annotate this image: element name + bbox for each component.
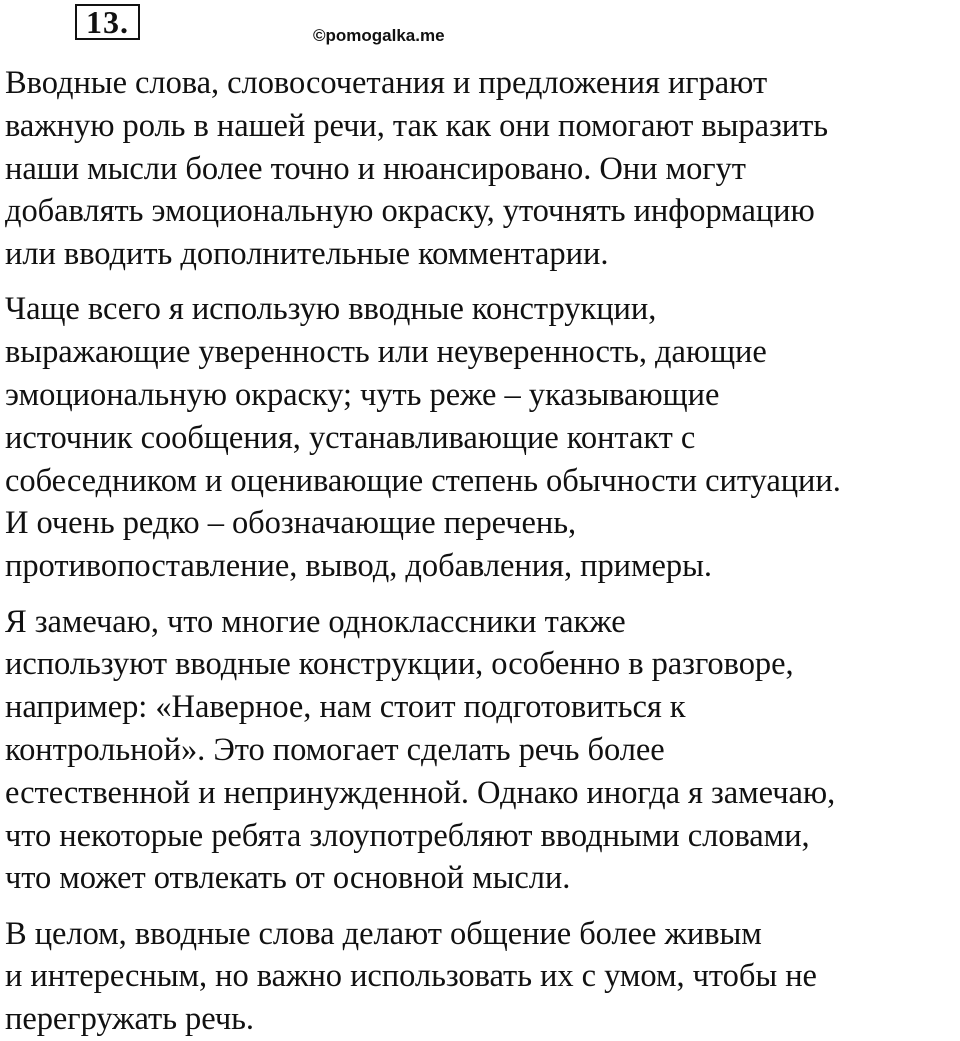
- paragraph-1: Вводные слова, словосочетания и предложения играют важную роль в нашей речи, так как они помогают выразить наши мысли более точно и нюансировано. Они могут добавлять эмоциональную окраску, уточнять информацию или вводить дополнительные комментарии.: [5, 65, 829, 273]
- paragraph-4: В целом, вводные слова делают общение более живым и интересным, но важно использовать их с умом, чтобы не перегружать речь.: [5, 915, 817, 1038]
- answer-text: [5, 62, 957, 1041]
- paragraph-3: Я замечаю, что многие одноклассники также используют вводные конструкции, особенно в разговоре, например: «Наверное, нам стоит подготовиться к контрольной». Это помогает сделать речь более естественной и непринужденной. Однако иногда я замечаю, что некоторые ребята злоупотребляют вводными словами, что может отвлекать от основной мысли.: [5, 603, 836, 897]
- paragraph-2: Чаще всего я использую вводные конструкции, выражающие уверенность или неуверенность, дающие эмоциональную окраску; чуть реже – указывающие источник сообщения, устанавливающие контакт с собеседником и оценивающие степень обычности ситуации. И очень редко – обозначающие перечень, противопоставление, вывод, добавления, примеры.: [5, 291, 841, 585]
- watermark: ©pomogalka.me: [313, 26, 445, 45]
- task-number-box: 13.: [75, 4, 140, 40]
